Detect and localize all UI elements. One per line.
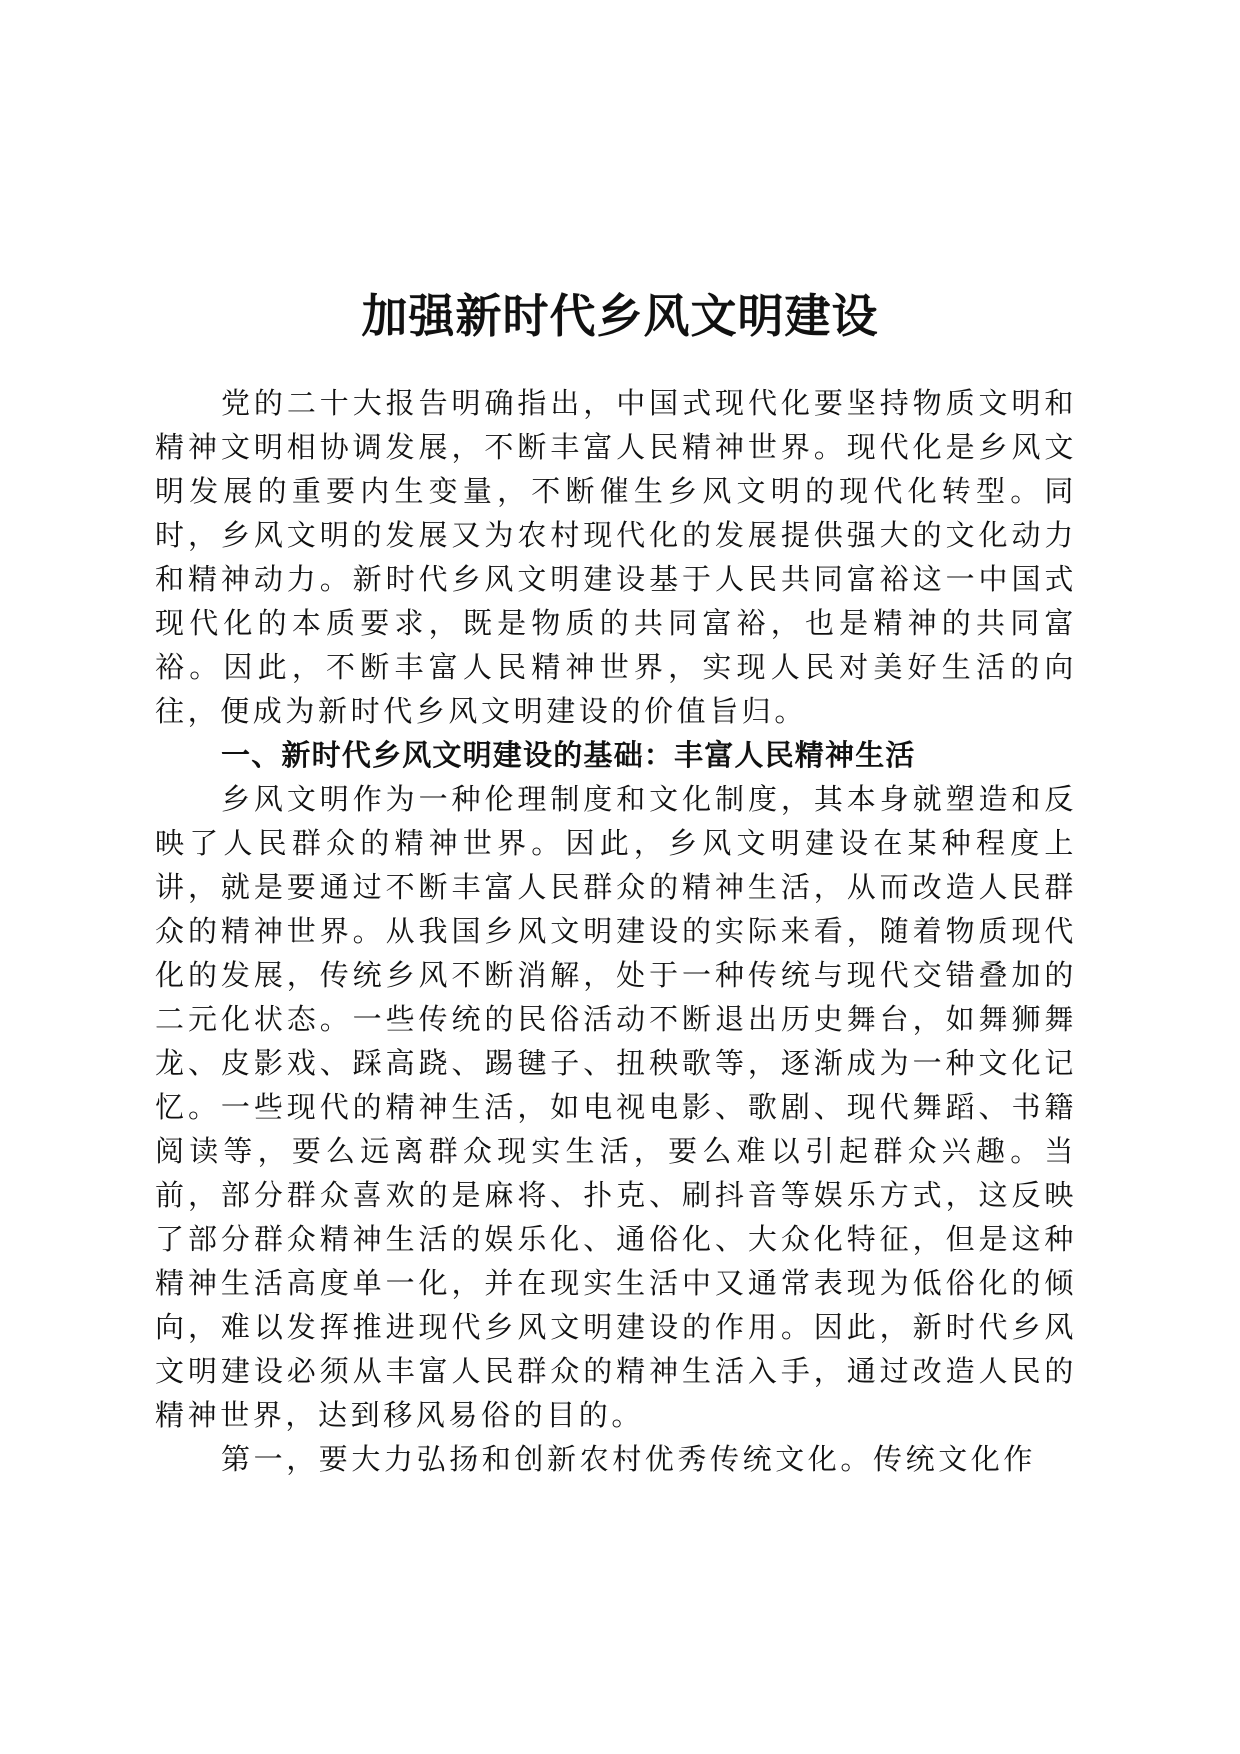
document-body <box>155 381 1077 1481</box>
section-heading-1: 一、新时代乡风文明建设的基础：丰富人民精神生活 <box>221 738 916 772</box>
point-1-paragraph: 第一，要大力弘扬和创新农村优秀传统文化。传统文化作 <box>221 1442 1037 1476</box>
document-title: 加强新时代乡风文明建设 <box>361 288 879 343</box>
section-1-paragraph: 乡风文明作为一种伦理制度和文化制度，其本身就塑造和反映了人民群众的精神世界。因此，乡风文明建设在某种程度上讲，就是要通过不断丰富人民群众的精神生活，从而改造人民群众的精神世界。从我国乡风文明建设的实际来看，随着物质现代化的发展，传统乡风不断消解，处于一种传统与现代交错叠加的二元化状态。一些传统的民俗活动不断退出历史舞台，如舞狮舞龙、皮影戏、踩高跷、踢毽子、扭秧歌等，逐渐成为一种文化记忆。一些现代的精神生活，如电视电影、歌剧、现代舞蹈、书籍阅读等，要么远离群众现实生活，要么难以引起群众兴趣。当前，部分群众喜欢的是麻将、扑克、刷抖音等娱乐方式，这反映了部分群众精神生活的娱乐化、通俗化、大众化特征，但是这种精神生活高度单一化，并在现实生活中又通常表现为低俗化的倾向，难以发挥推进现代乡风文明建设的作用。因此，新时代乡风文明建设必须从丰富人民群众的精神生活入手，通过改造人民的精神世界，达到移风易俗的目的。 <box>155 782 1077 1432</box>
intro-paragraph: 党的二十大报告明确指出，中国式现代化要坚持物质文明和精神文明相协调发展，不断丰富人民精神世界。现代化是乡风文明发展的重要内生变量，不断催生乡风文明的现代化转型。同时，乡风文明的发展又为农村现代化的发展提供强大的文化动力和精神动力。新时代乡风文明建设基于人民共同富裕这一中国式现代化的本质要求，既是物质的共同富裕，也是精神的共同富裕。因此，不断丰富人民精神世界，实现人民对美好生活的向往，便成为新时代乡风文明建设的价值旨归。 <box>155 386 1077 728</box>
